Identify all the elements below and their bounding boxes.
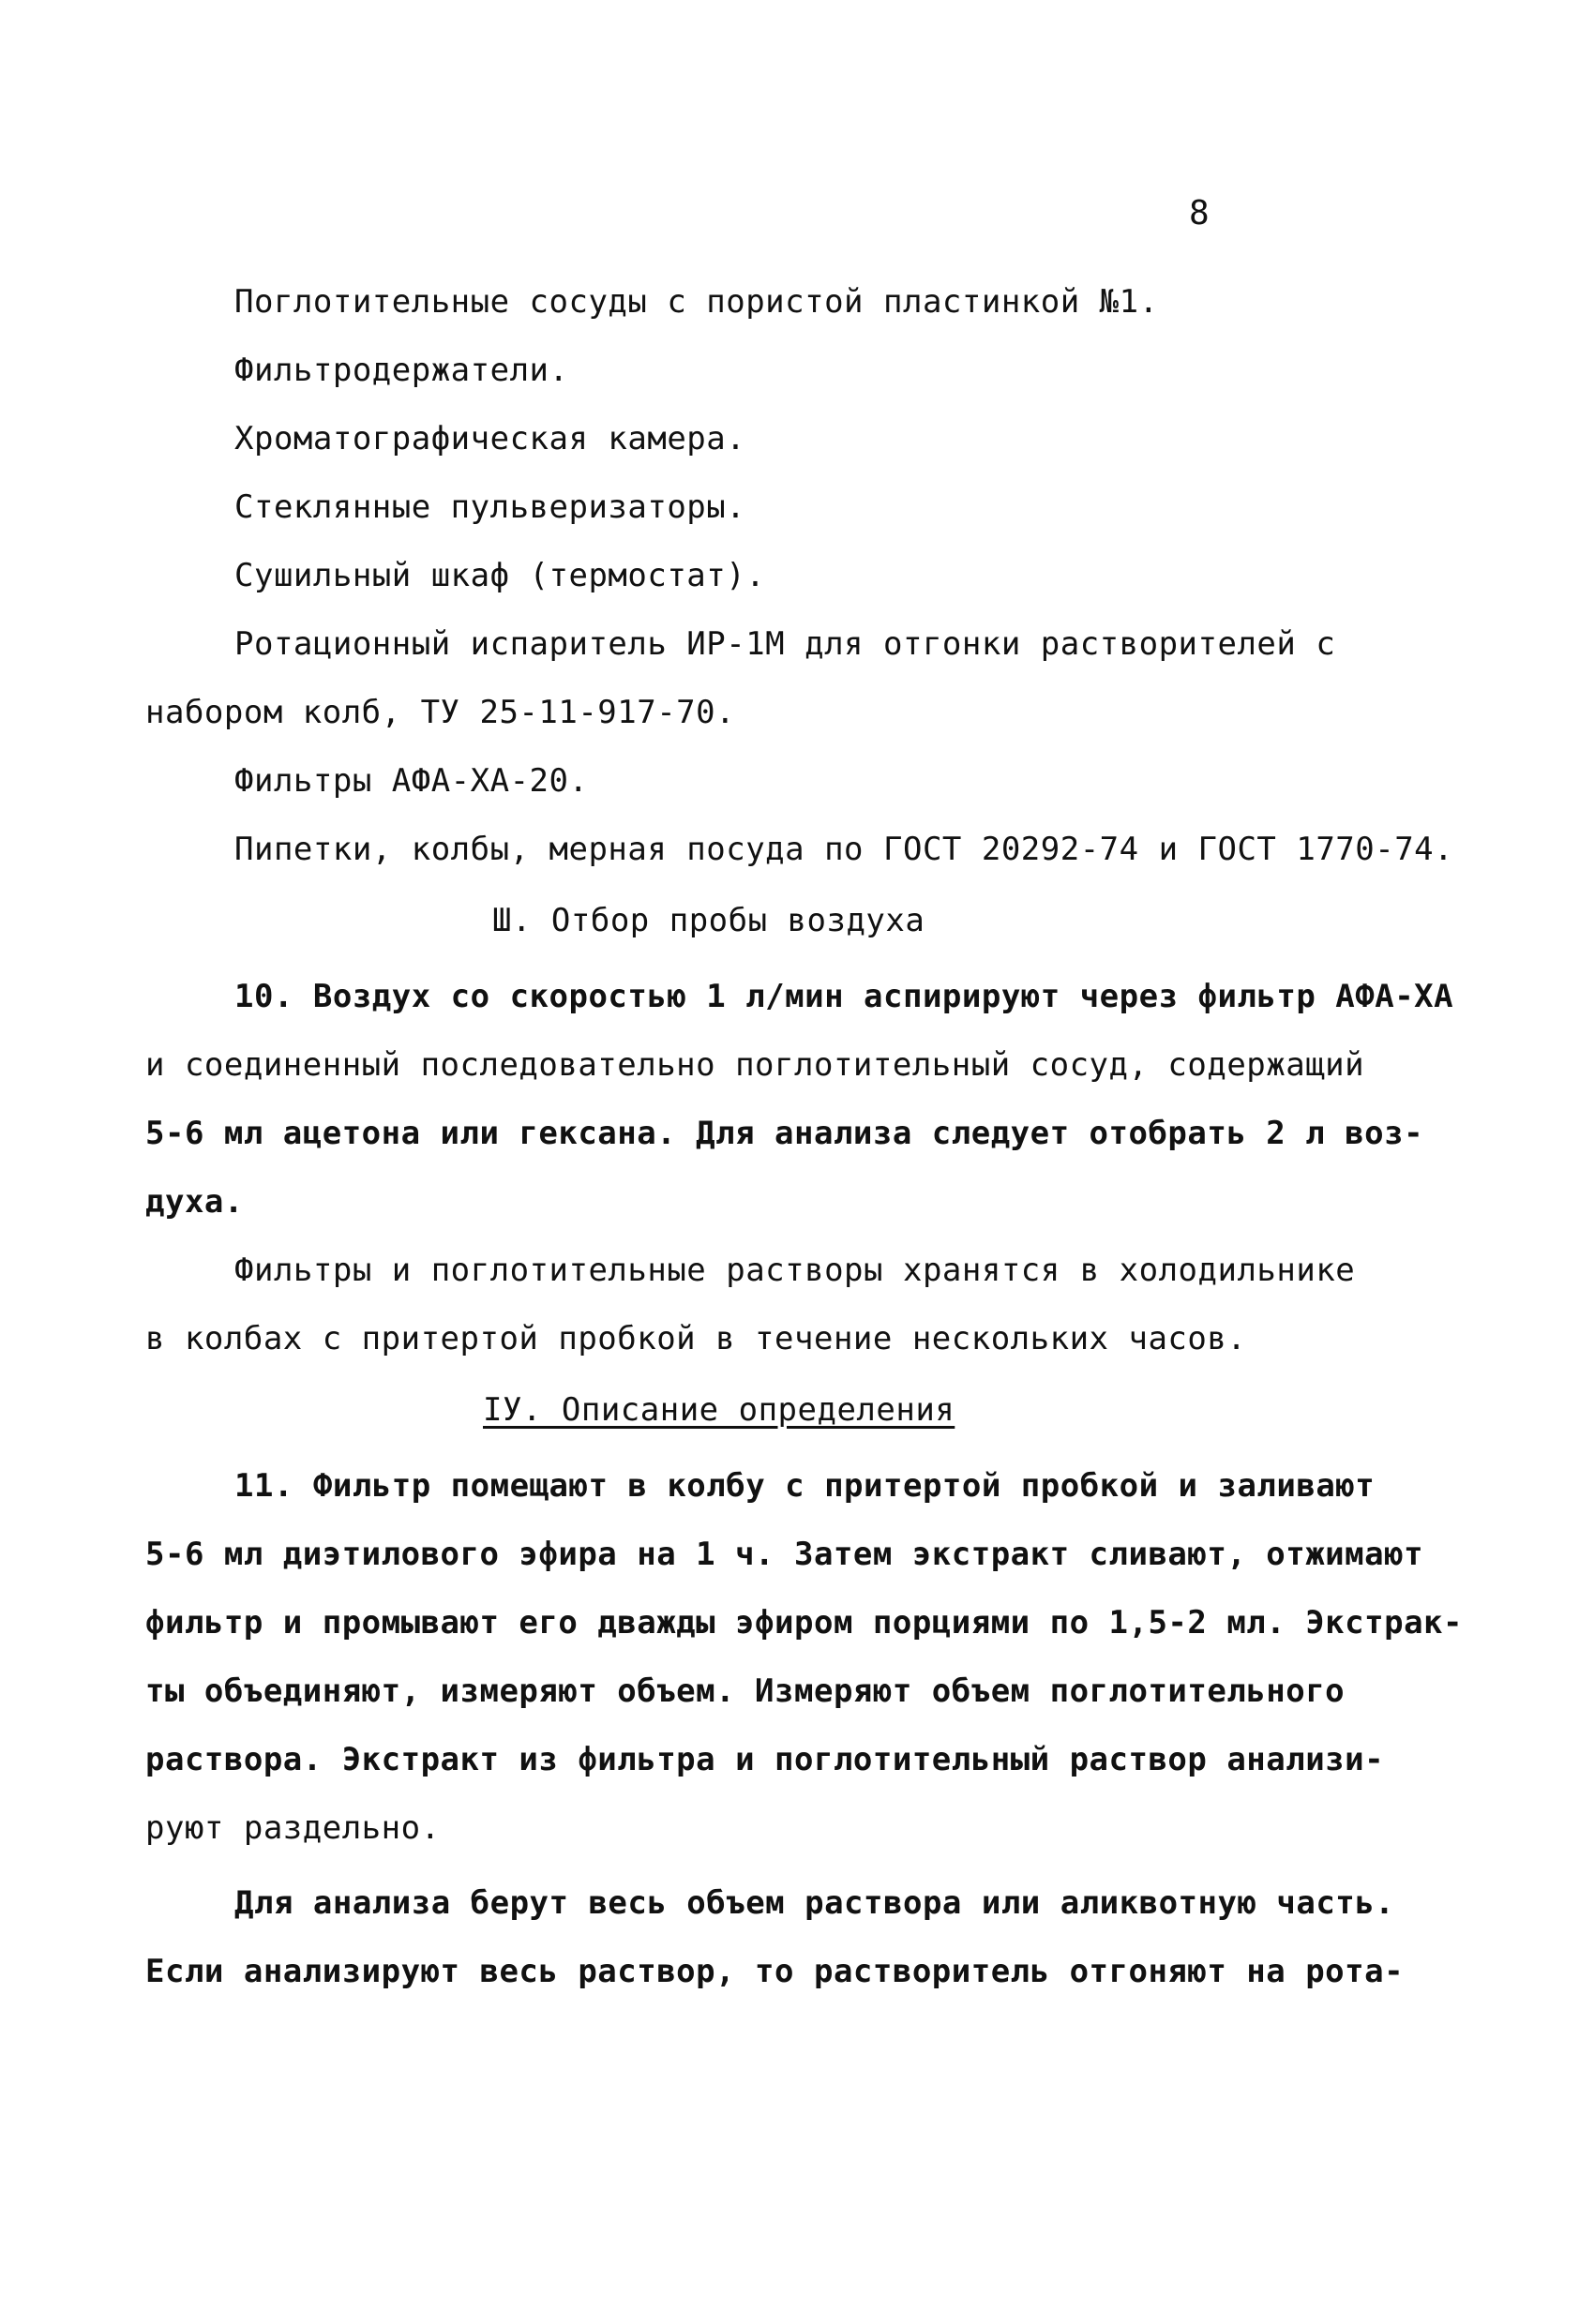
storage-line: Фильтры и поглотительные растворы хранятся в холодильнике [234, 1252, 1356, 1289]
equipment-item: Ротационный испаритель ИР-1М для отгонки растворителей с [234, 625, 1336, 663]
paragraph-11-line: фильтр и промывают его дважды эфиром порциями по 1,5-2 мл. Экстрак- [145, 1604, 1463, 1642]
equipment-item: Хроматографическая камера. [234, 420, 746, 457]
section-3-title: Ш. Отбор пробы воздуха [492, 902, 925, 939]
paragraph-10-line: 5-6 мл ацетона или гексана. Для анализа следует отобрать 2 л воз- [145, 1115, 1424, 1152]
analysis-line: Если анализируют весь раствор, то растворитель отгоняют на рота- [145, 1953, 1405, 1990]
paragraph-10-line: духа. [145, 1183, 244, 1221]
equipment-item: Фильтры АФА-ХА-20. [234, 762, 589, 800]
equipment-item: Стеклянные пульверизаторы. [234, 488, 746, 526]
paragraph-10-line: 10. Воздух со скоростью 1 л/мин аспирируют через фильтр АФА-ХА [234, 978, 1454, 1015]
equipment-item: Фильтродержатели. [234, 352, 569, 389]
paragraph-11-line: раствора. Экстракт из фильтра и поглотительный раствор анализи- [145, 1741, 1385, 1778]
page-number: 8 [1189, 194, 1210, 232]
equipment-item: набором колб, ТУ 25-11-917-70. [145, 694, 736, 731]
equipment-item: Сушильный шкаф (термостат). [234, 557, 766, 594]
paragraph-11-line: 5-6 мл диэтилового эфира на 1 ч. Затем экстракт сливают, отжимают [145, 1536, 1424, 1573]
paragraph-10-line: и соединенный последовательно поглотительный сосуд, содержащий [145, 1046, 1365, 1084]
section-4-title: IУ. Описание определения [483, 1391, 955, 1429]
storage-line: в колбах с притертой пробкой в течение нескольких часов. [145, 1320, 1247, 1357]
equipment-item: Поглотительные сосуды с пористой пластинкой №1. [234, 283, 1159, 321]
paragraph-11-line: 11. Фильтр помещают в колбу с притертой пробкой и заливают [234, 1467, 1376, 1505]
analysis-line: Для анализа берут весь объем раствора или аликвотную часть. [234, 1884, 1395, 1922]
equipment-item: Пипетки, колбы, мерная посуда по ГОСТ 20292-74 и ГОСТ 1770-74. [234, 831, 1454, 868]
paragraph-11-line: руют раздельно. [145, 1809, 441, 1847]
paragraph-11-line: ты объединяют, измеряют объем. Измеряют объем поглотительного [145, 1672, 1346, 1710]
